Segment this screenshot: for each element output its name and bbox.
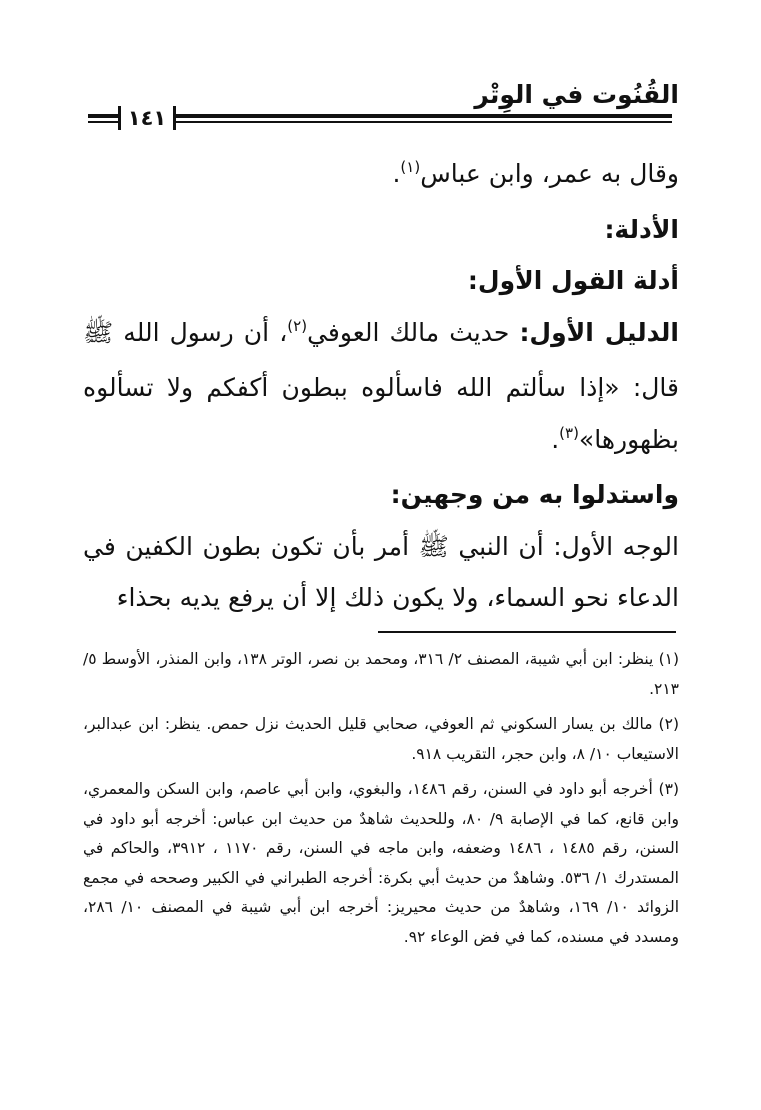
footnote-3: (٣) أخرجه أبو داود في السنن، رقم ١٤٨٦، والبغوي، وابن أبي عاصم، وابن السكن والمعمري، وابن قانع، كما في الإصابة ٩/ ٨٠، وللحديث شاهدٌ من حديث ابن عباس: أخرجه أبو داود في السنن، رقم ١٤٨٥ ، ١٤٨٦ وضعفه، وابن ماجه في السنن، رقم ١١٧٠ ، ٣٩١٢، والحاكم في المستدرك ١/ ٥٣٦. وشاهدٌ من حديث أبي بكرة: أخرجه الطبراني في الكبير وصححه في مجمع الزوائد ١٠/ ١٦٩، وشاهدٌ من حديث محيريز: أخرجه ابن أبي شيبة في المصنف ١٠/ ٢٨٦، ومسدد في مسنده، كما في فض الوعاء ٩٢.	[83, 780, 680, 946]
paragraph-2-end: .	[551, 424, 560, 454]
paragraph-1	[83, 148, 679, 204]
body-text	[83, 148, 679, 624]
footnote-ref-3[interactable]: (٣)	[559, 423, 579, 442]
page-number: ١٤١	[118, 106, 176, 130]
footnote-1: (١) ينظر: ابن أبي شيبة، المصنف ٢/ ٣١٦، ومحمد بن نصر، الوتر ١٣٨، وابن المنذر، الأوسط ٥/ ٢١٣.	[83, 650, 680, 698]
footnotes	[83, 645, 679, 958]
paragraph-2-text-b: ، أن رسول الله ﷺ قال: «إذا سألتم الله فاسألوه ببطون أكفكم ولا تسألوه بظهورها»	[83, 317, 679, 454]
heading-two-aspects: واستدلوا به من وجهين:	[390, 480, 679, 509]
paragraph-2	[83, 307, 679, 470]
paragraph-1-text: وقال به عمر، وابن عباس	[420, 159, 679, 188]
running-title: القُنُوت في الوِتْر	[474, 80, 679, 109]
paragraph-2-lead: الدليل الأول:	[519, 317, 680, 347]
heading-first-opinion-evidence: أدلة القول الأول:	[467, 266, 679, 295]
paragraph-3: الوجه الأول: أن النبي ﷺ أمر بأن تكون بطون الكفين في الدعاء نحو السماء، ولا يكون ذلك إلا أن يرفع يديه بحذاء	[83, 531, 679, 612]
paragraph-2-text-a: حديث مالك العوفي	[307, 317, 520, 347]
footnote-2: (٢) مالك بن يسار السكوني ثم العوفي، صحابي قليل الحديث نزل حمص. ينظر: ابن عبدالبر، الاستيعاب ١٠/ ٨، وابن حجر، التقريب ٩١٨.	[83, 715, 679, 763]
paragraph-1-end: .	[392, 159, 401, 188]
footnote-ref-2[interactable]: (٢)	[287, 316, 308, 335]
heading-evidence: الأدلة:	[604, 214, 679, 244]
footnote-separator	[378, 631, 676, 633]
footnote-ref-1[interactable]: (١)	[400, 158, 421, 176]
